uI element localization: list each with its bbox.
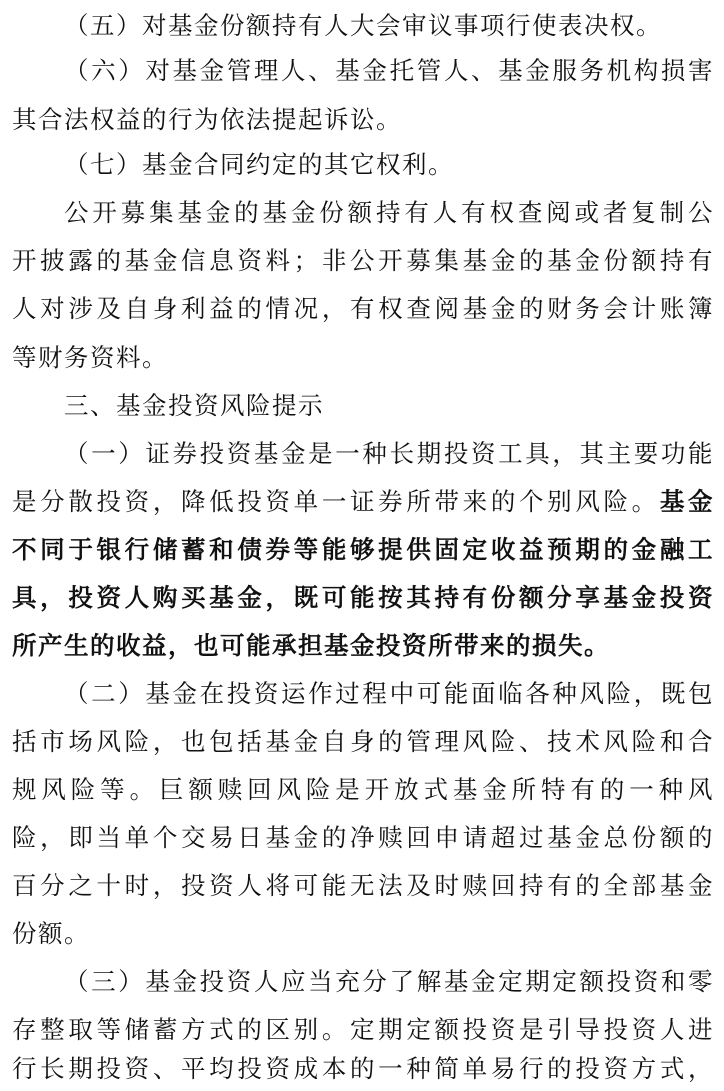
text-line: 百分之十时，投资人将可能无法及时赎回持有的全部基金 <box>12 871 714 900</box>
text-line: 括市场风险，也包括基金自身的管理风险、技术风险和合 <box>12 727 714 756</box>
text-line: 份额。 <box>12 919 90 948</box>
text-line: （三）基金投资人应当充分了解基金定期定额投资和零 <box>64 967 714 996</box>
text-line-bold: 不同于银行储蓄和债券等能够提供固定收益预期的金融工 <box>12 535 714 564</box>
text-line: 人对涉及自身利益的情况，有权查阅基金的财务会计账簿 <box>12 294 714 323</box>
text-segment: 是分散投资，降低投资单一证券所带来的个别风险。 <box>12 487 660 516</box>
text-line: 等财务资料。 <box>12 343 168 372</box>
text-line: 开披露的基金信息资料；非公开募集基金的基金份额持有 <box>12 246 714 275</box>
text-line: 规风险等。巨额赎回风险是开放式基金所特有的一种风 <box>12 775 714 804</box>
text-line: 险，即当单个交易日基金的净赎回申请超过基金总份额的 <box>12 823 714 852</box>
text-line-bold: 所产生的收益，也可能承担基金投资所带来的损失。 <box>12 631 610 660</box>
text-line: 其合法权益的行为依法提起诉讼。 <box>12 105 402 134</box>
text-line: 行长期投资、平均投资成本的一种简单易行的投资方式， <box>12 1054 714 1083</box>
text-line: （五）对基金份额持有人大会审议事项行使表决权。 <box>64 11 662 40</box>
text-line: （二）基金在投资运作过程中可能面临各种风险，既包 <box>64 679 714 708</box>
text-line: （七）基金合同约定的其它权利。 <box>64 150 454 179</box>
text-line-bold: 具，投资人购买基金，既可能按其持有份额分享基金投资 <box>12 583 714 612</box>
text-line: （一）证券投资基金是一种长期投资工具，其主要功能 <box>64 439 714 468</box>
text-line: 存整取等储蓄方式的区别。定期定额投资是引导投资人进 <box>12 1015 714 1044</box>
section-heading: 三、基金投资风险提示 <box>64 391 324 420</box>
text-line-mixed <box>12 480 714 524</box>
text-line: 公开募集基金的基金份额持有人有权查阅或者复制公 <box>64 198 714 227</box>
text-line: （六）对基金管理人、基金托管人、基金服务机构损害 <box>64 56 714 85</box>
text-segment-bold: 基金 <box>659 487 714 516</box>
